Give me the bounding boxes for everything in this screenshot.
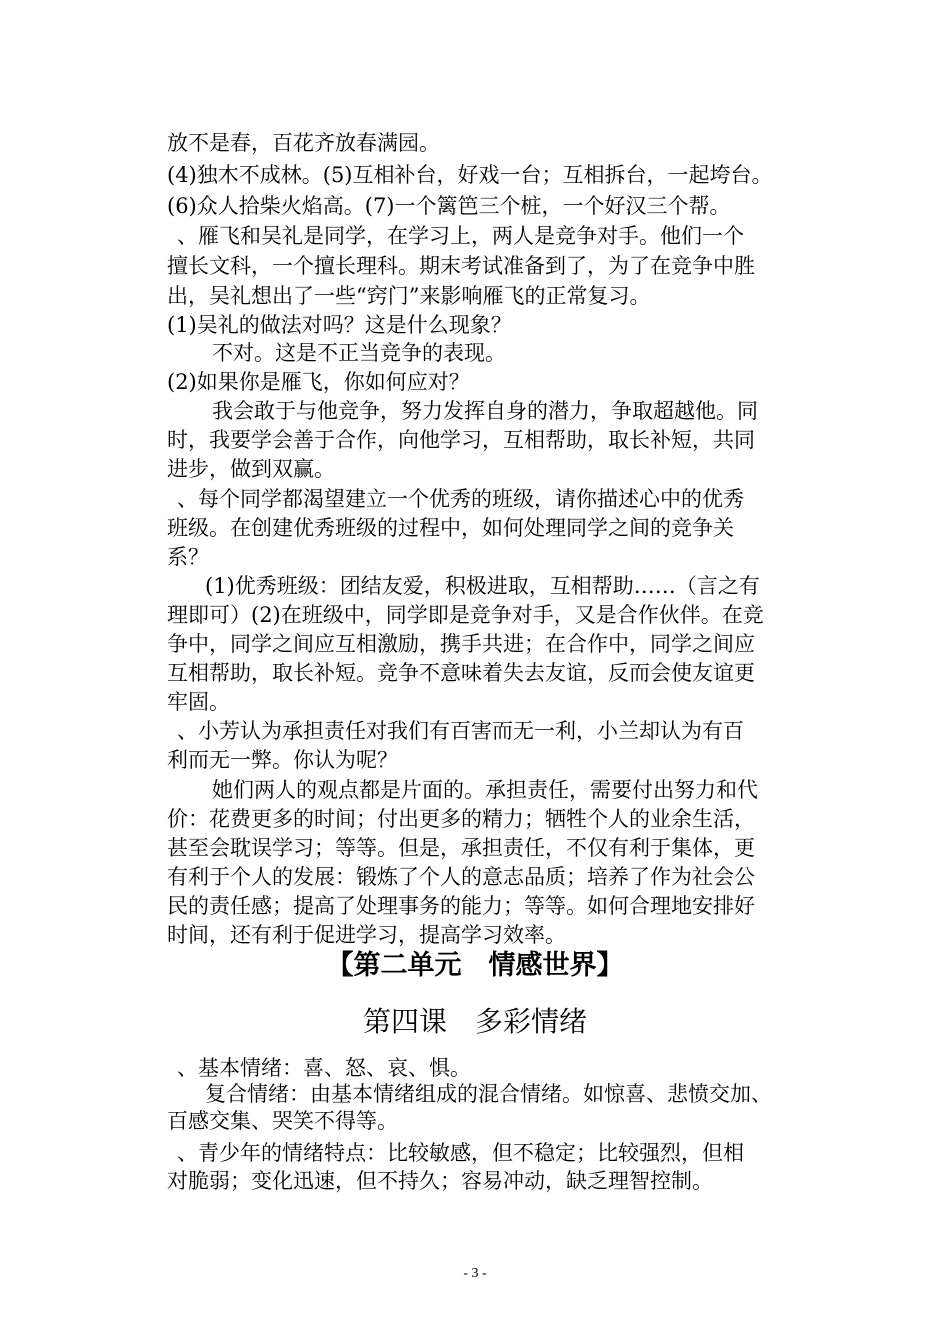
text-line: 出，吴礼想出了一些“窍门”来影响雁飞的正常复习。 bbox=[167, 284, 651, 308]
text-line: (4)独木不成林。(5)互相补台，好戏一台；互相拆台，一起垮台。 bbox=[167, 163, 773, 187]
text-line: 民的责任感；提高了处理事务的能力；等等。如何合理地安排好 bbox=[167, 894, 755, 918]
unit-heading: 【第二单元 情感世界】 bbox=[326, 950, 624, 981]
text-line: 复合情绪：由基本情绪组成的混合情绪。如惊喜、悲愤交加、 bbox=[205, 1082, 772, 1106]
text-line: 系？ bbox=[167, 545, 209, 569]
question-line: 、青少年的情绪特点：比较敏感，但不稳定；比较强烈，但相 bbox=[177, 1141, 744, 1165]
answer-line: 不对。这是不正当竞争的表现。 bbox=[212, 341, 506, 365]
text-line: 利而无一弊。你认为呢？ bbox=[167, 748, 398, 772]
text-line: 时，我要学会善于合作，向他学习，互相帮助，取长补短，共同 bbox=[167, 428, 755, 452]
question-line: 、每个同学都渴望建立一个优秀的班级，请你描述心中的优秀 bbox=[177, 487, 744, 511]
text-line: 甚至会耽误学习；等等。但是，承担责任，不仅有利于集体，更 bbox=[167, 836, 755, 860]
text-line: 放不是春，百花齐放春满园。 bbox=[167, 131, 440, 155]
text-line: 班级。在创建优秀班级的过程中，如何处理同学之间的竞争关 bbox=[167, 516, 734, 540]
text-line: (2)如果你是雁飞，你如何应对？ bbox=[167, 370, 470, 394]
text-line: (1)吴礼的做法对吗？这是什么现象？ bbox=[167, 313, 512, 337]
text-line: (6)众人拾柴火焰高。(7)一个篱笆三个桩，一个好汉三个帮。 bbox=[167, 194, 731, 218]
page-number: - 3 - bbox=[463, 1266, 487, 1281]
text-line: 牢固。 bbox=[167, 690, 230, 714]
text-line: 理即可）(2)在班级中，同学即是竞争对手，又是合作伙伴。在竞 bbox=[167, 603, 764, 627]
text-line: 争中，同学之间应互相激励，携手共进；在合作中，同学之间应 bbox=[167, 632, 755, 656]
answer-line: 我会敢于与他竞争，努力发挥自身的潜力，争取超越他。同 bbox=[212, 399, 758, 423]
text-line: 对脆弱；变化迅速，但不持久；容易冲动，缺乏理智控制。 bbox=[167, 1169, 713, 1193]
lesson-heading: 第四课 多彩情绪 bbox=[362, 1005, 587, 1038]
answer-line: (1)优秀班级：团结友爱，积极进取，互相帮助……（言之有 bbox=[205, 574, 760, 598]
text-line: 时间，还有利于促进学习，提高学习效率。 bbox=[167, 923, 566, 947]
text-line: 百感交集、哭笑不得等。 bbox=[167, 1109, 398, 1133]
text-line: 有利于个人的发展：锻炼了个人的意志品质；培养了作为社会公 bbox=[167, 865, 755, 889]
text-line: 价：花费更多的时间；付出更多的精力；牺牲个人的业余生活， bbox=[167, 807, 755, 831]
question-line: 、基本情绪：喜、怒、哀、惧。 bbox=[177, 1056, 471, 1080]
text-line: 擅长文科，一个擅长理科。期末考试准备到了，为了在竞争中胜 bbox=[167, 254, 755, 278]
text-line: 进步，做到双赢。 bbox=[167, 457, 335, 481]
text-line: 互相帮助，取长补短。竞争不意味着失去友谊，反而会使友谊更 bbox=[167, 661, 755, 685]
question-line: 、雁飞和吴礼是同学，在学习上，两人是竞争对手。他们一个 bbox=[177, 224, 744, 248]
answer-line: 她们两人的观点都是片面的。承担责任，需要付出努力和代 bbox=[212, 778, 758, 802]
question-line: 、小芳认为承担责任对我们有百害而无一利，小兰却认为有百 bbox=[177, 719, 744, 743]
